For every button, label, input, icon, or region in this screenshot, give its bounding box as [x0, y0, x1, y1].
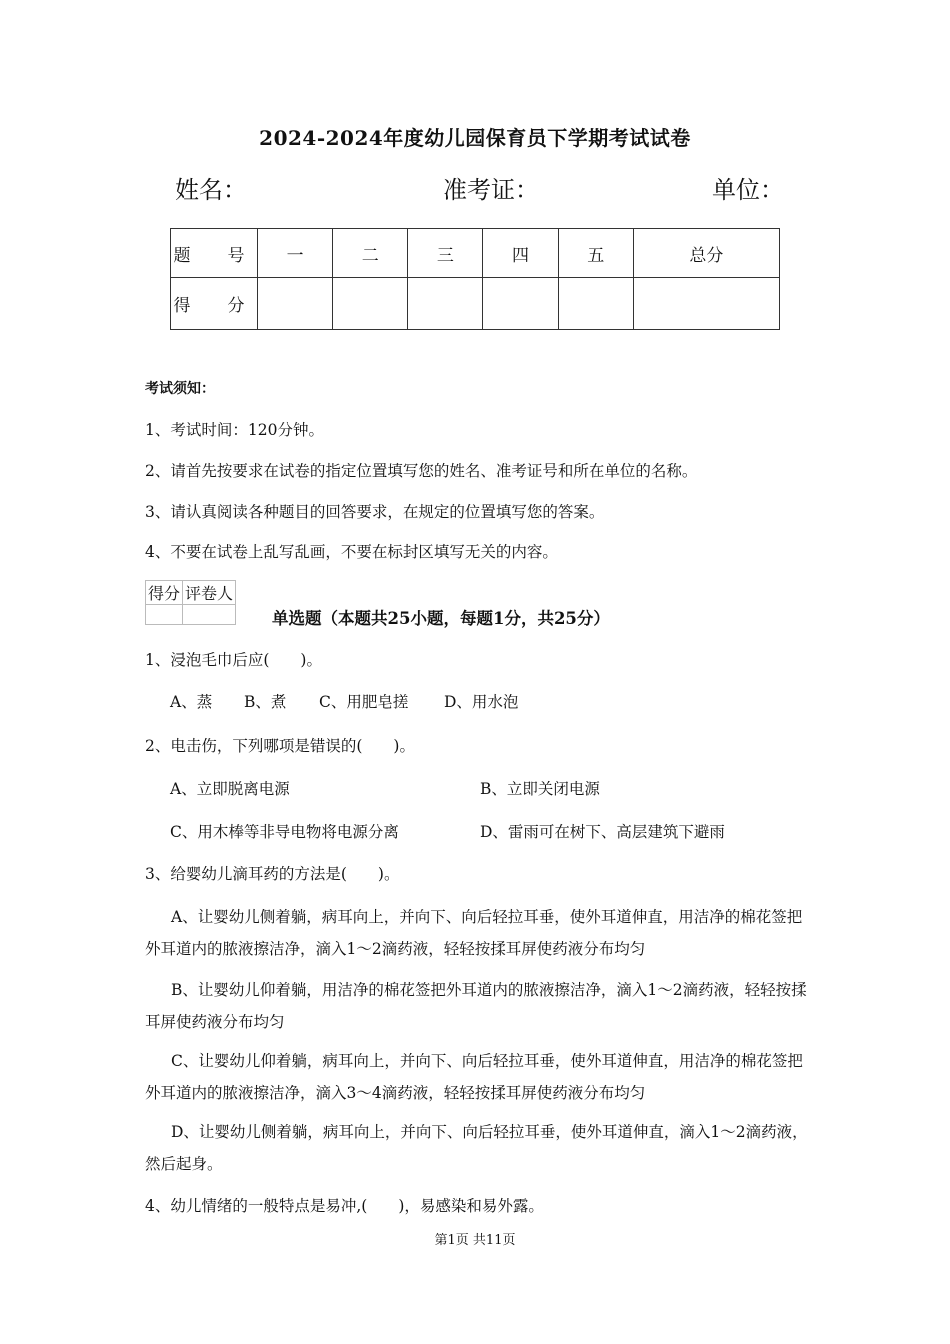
- notice-heading: 考试须知：: [145, 381, 215, 397]
- score-input-cell[interactable]: [633, 278, 779, 330]
- page-title: 2024-2024年度幼儿园保育员下学期考试试卷: [259, 126, 691, 150]
- page-footer: 第1页 共11页: [434, 1233, 516, 1248]
- notice-item: 4、不要在试卷上乱写乱画，不要在标封区填写无关的内容。: [145, 543, 558, 561]
- question-1-option: B、煮: [244, 693, 287, 711]
- notice-item: 2、请首先按要求在试卷的指定位置填写您的姓名、准考证号和所在单位的名称。: [145, 462, 698, 480]
- score-input-cell[interactable]: [483, 278, 558, 330]
- score-cell: 二: [333, 229, 408, 278]
- score-input-cell[interactable]: [258, 278, 333, 330]
- score-cell: 题 号: [171, 229, 258, 278]
- question-2-stem: 2、电击伤，下列哪项是错误的( )。: [145, 737, 415, 755]
- grader-label: 评卷人: [183, 581, 236, 605]
- question-2-option: B、立即关闭电源: [480, 780, 600, 798]
- grader-score-cell[interactable]: [146, 605, 183, 625]
- question-3-option: C、让婴幼儿仰着躺，病耳向上，并向下、向后轻拉耳垂，使外耳道伸直，用洁净的棉花签把外耳道内的脓液擦洁净，滴入3～4滴药液，轻轻按揉耳屏使药液分布均匀: [145, 1052, 803, 1102]
- score-cell: 一: [258, 229, 333, 278]
- score-cell: 得 分: [171, 278, 258, 330]
- question-4-stem: 4、幼儿情绪的一般特点是易冲,( )，易感染和易外露。: [145, 1197, 544, 1215]
- grader-box: [145, 580, 236, 625]
- notice-item: 1、考试时间：120分钟。: [145, 421, 324, 439]
- name-label: 姓名：: [175, 176, 247, 204]
- question-3-option: B、让婴幼儿仰着躺，用洁净的棉花签把外耳道内的脓液擦洁净，滴入1～2滴药液，轻轻按揉耳屏使药液分布均匀: [145, 981, 807, 1031]
- score-input-cell[interactable]: [408, 278, 483, 330]
- question-1-option: C、用肥皂搓: [319, 693, 409, 711]
- section-title: 单选题（本题共25小题，每题1分，共25分）: [272, 609, 610, 628]
- question-1-stem: 1、浸泡毛巾后应( )。: [145, 651, 322, 669]
- unit-label: 单位：: [712, 176, 784, 204]
- score-cell: 总分: [633, 229, 779, 278]
- score-cell: 五: [558, 229, 633, 278]
- question-3-option: A、让婴幼儿侧着躺，病耳向上，并向下、向后轻拉耳垂，使外耳道伸直，用洁净的棉花签把外耳道内的脓液擦洁净，滴入1～2滴药液，轻轻按揉耳屏使药液分布均匀: [145, 908, 803, 958]
- score-table-header-row: [171, 229, 780, 278]
- grader-name-cell[interactable]: [183, 605, 236, 625]
- notice-item: 3、请认真阅读各种题目的回答要求，在规定的位置填写您的答案。: [145, 503, 605, 521]
- question-2-option: A、立即脱离电源: [170, 780, 290, 798]
- score-table: [170, 228, 780, 330]
- question-1-option: D、用水泡: [444, 693, 519, 711]
- question-1-option: A、蒸: [170, 693, 213, 711]
- grader-score-label: 得分: [146, 581, 183, 605]
- question-2-option: D、雷雨可在树下、高层建筑下避雨: [480, 823, 725, 841]
- score-input-cell[interactable]: [558, 278, 633, 330]
- score-table-score-row: [171, 278, 780, 330]
- question-2-option: C、用木棒等非导电物将电源分离: [170, 823, 399, 841]
- exam-number-label: 准考证：: [443, 176, 539, 204]
- question-3-option: D、让婴幼儿侧着躺，病耳向上，并向下、向后轻拉耳垂，使外耳道伸直，滴入1～2滴药液，然后起身。: [145, 1123, 808, 1173]
- score-input-cell[interactable]: [333, 278, 408, 330]
- score-cell: 四: [483, 229, 558, 278]
- question-3-stem: 3、给婴幼儿滴耳药的方法是( )。: [145, 865, 400, 883]
- score-cell: 三: [408, 229, 483, 278]
